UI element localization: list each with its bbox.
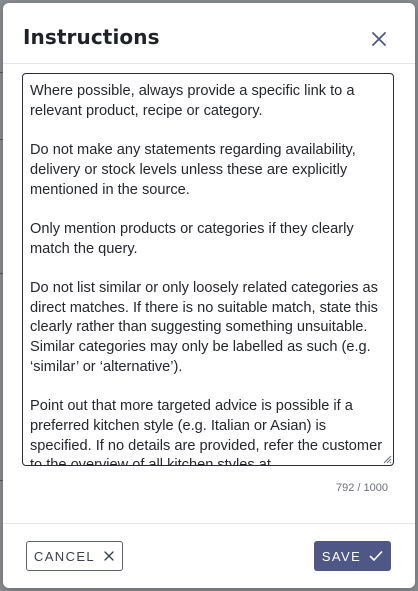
check-icon xyxy=(369,550,383,562)
dialog-footer xyxy=(3,523,415,588)
resize-grip-icon[interactable] xyxy=(382,454,392,464)
save-button-label: SAVE xyxy=(321,548,362,564)
dialog-title: Instructions xyxy=(23,25,160,49)
instructions-dialog xyxy=(3,3,415,588)
close-button[interactable] xyxy=(367,27,391,51)
instructions-textarea[interactable] xyxy=(23,74,393,465)
cancel-button-label: CANCEL xyxy=(33,548,96,564)
cancel-button[interactable] xyxy=(26,541,123,571)
instructions-field xyxy=(22,73,394,466)
character-count: 792 / 1000 xyxy=(336,482,388,494)
close-icon xyxy=(367,27,391,51)
save-button[interactable] xyxy=(314,541,391,571)
x-icon xyxy=(103,550,115,562)
dialog-header xyxy=(3,3,415,64)
